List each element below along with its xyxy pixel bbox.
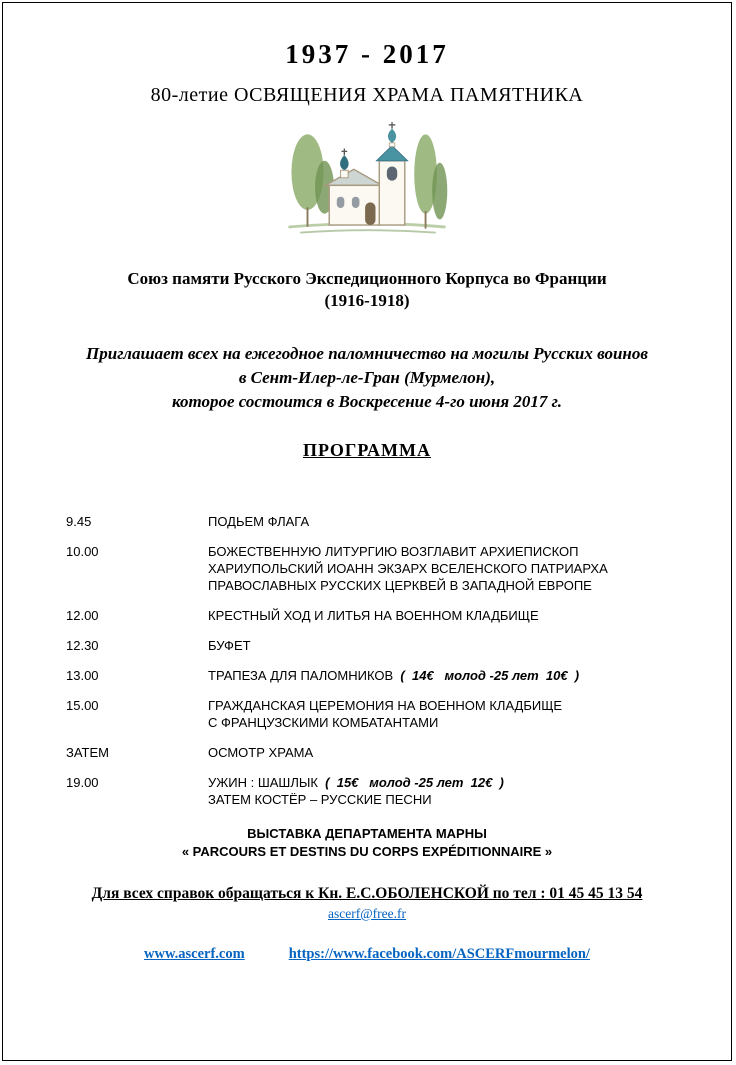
exhibition-line2: « PARCOURS ET DESTINS DU CORPS EXPÉDITIONNAIRE »	[181, 843, 553, 859]
schedule-desc-line: ПРАВОСЛАВНЫХ РУССКИХ ЦЕРКВЕЙ В ЗАПАДНОЙ ЕВРОПЕ	[208, 577, 592, 593]
schedule-row	[66, 744, 731, 761]
organization-line2: (1916-1918)	[324, 291, 410, 311]
schedule-time: 10.00	[66, 543, 99, 559]
schedule-desc-line: ЗАТЕМ КОСТЁР – РУССКИЕ ПЕСНИ	[208, 791, 432, 807]
schedule-row	[66, 543, 731, 594]
schedule-time: 19.00	[66, 774, 99, 790]
schedule-desc-line: ОСМОТР ХРАМА	[208, 744, 314, 760]
schedule-row	[66, 607, 731, 624]
schedule-time: 15.00	[66, 697, 99, 713]
invitation-line3: которое состоится в Воскресение 4-го июня 2017 г.	[172, 391, 562, 411]
schedule-desc-text: УЖИН : ШАШЛЫК	[208, 774, 326, 790]
schedule-row	[66, 513, 731, 530]
title-years: 1937 - 2017	[285, 39, 449, 69]
schedule-desc-line: ГРАЖДАНСКАЯ ЦЕРЕМОНИЯ НА ВОЕННОМ КЛАДБИЩЕ	[208, 697, 563, 713]
schedule-desc-line: С ФРАНЦУЗСКИМИ КОМБАТАНТАМИ	[208, 714, 439, 730]
schedule-time: 12.00	[66, 607, 99, 623]
exhibition-line1: ВЫСТАВКА ДЕПАРТАМЕНТА МАРНЫ	[247, 825, 487, 841]
facebook-link[interactable]: https://www.facebook.com/ASCERFmourmelon/	[288, 945, 590, 962]
schedule-price: ( 14€ молод -25 лет 10€ )	[400, 667, 580, 683]
program-schedule	[66, 513, 731, 808]
schedule-time: 12.30	[66, 637, 99, 653]
schedule-desc-text: ТРАПЕЗА ДЛЯ ПАЛОМНИКОВ	[208, 667, 401, 683]
schedule-desc-line: ХАРИУПОЛЬСКИЙ ИОАНН ЭКЗАРХ ВСЕЛЕНСКОГО ПАТРИАРХА	[208, 560, 608, 576]
contact-info: Для всех справок обращаться к Кн. Е.С.ОБОЛЕНСКОЙ по тел : 01 45 45 13 54	[91, 884, 643, 902]
schedule-row	[66, 697, 731, 731]
website-link[interactable]: www.ascerf.com	[144, 945, 245, 962]
subtitle: 80-летие ОСВЯЩЕНИЯ ХРАМА ПАМЯТНИКА	[150, 84, 584, 106]
schedule-price: ( 15€ молод -25 лет 12€ )	[325, 774, 504, 790]
organization-line1: Союз памяти Русского Экспедиционного Корпуса во Франции	[127, 269, 607, 288]
invitation-line1: Приглашает всех на ежегодное паломничество на могилы Русских воинов	[86, 344, 648, 364]
organization-name	[3, 268, 731, 312]
flyer-page	[2, 2, 732, 1061]
schedule-time: ЗАТЕМ	[66, 744, 109, 760]
email-row	[3, 906, 731, 922]
schedule-desc-line: БУФЕТ	[208, 637, 251, 653]
schedule-desc-line	[208, 774, 731, 791]
schedule-row	[66, 637, 731, 654]
exhibition-announcement	[3, 825, 731, 861]
schedule-time: 13.00	[66, 667, 99, 683]
invitation-line2: в Сент-Илер-ле-Гран (Мурмелон),	[238, 367, 496, 387]
links-row	[3, 946, 731, 963]
schedule-desc-line: ПОДЬЕМ ФЛАГА	[208, 513, 310, 529]
schedule-desc-line: БОЖЕСТВЕННУЮ ЛИТУРГИЮ ВОЗГЛАВИТ АРХИЕПИСКОП	[208, 543, 579, 559]
schedule-desc-line: КРЕСТНЫЙ ХОД И ЛИТЬЯ НА ВОЕННОМ КЛАДБИЩЕ	[208, 607, 539, 623]
program-title: ПРОГРАММА	[302, 439, 431, 460]
email-link[interactable]: ascerf@free.fr	[328, 905, 406, 921]
schedule-row	[66, 667, 731, 684]
schedule-time: 9.45	[66, 513, 92, 529]
invitation-text	[3, 342, 731, 413]
schedule-desc-line	[208, 667, 731, 684]
church-drawing	[3, 119, 731, 252]
schedule-row	[66, 774, 731, 808]
